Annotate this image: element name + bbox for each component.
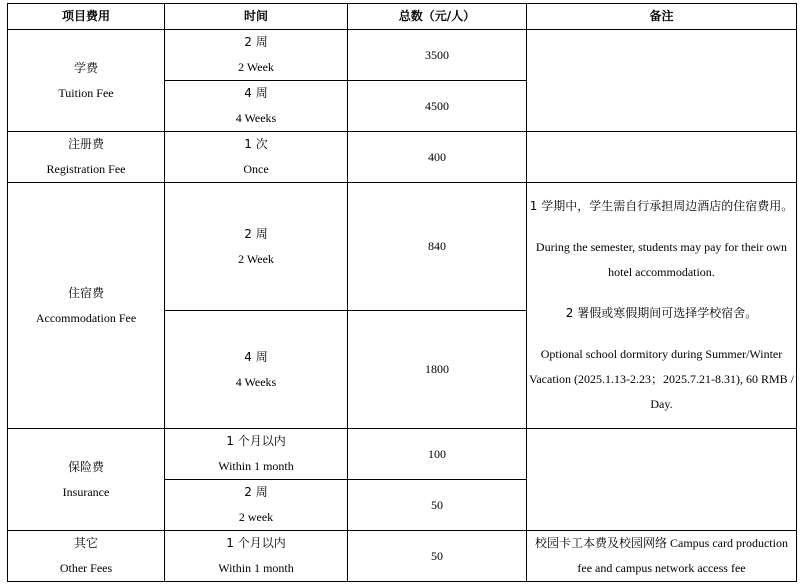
accommodation-note-2-en: Optional school dormitory during Summer/Winter Vacation (2025.1.13-2.23；2025.7.21-8.31), 60 RMB / Day.: [529, 347, 794, 411]
registration-duration-cn: 1 次: [244, 137, 268, 151]
tuition-duration-en: 2 Week: [238, 60, 274, 74]
insurance-total: 100: [348, 429, 527, 480]
accommodation-note-2-cn: 2 署假或寒假期间可选择学校宿舍。: [565, 306, 758, 320]
header-item: 项目费用: [8, 4, 165, 30]
accommodation-duration-en: 2 Week: [238, 251, 274, 266]
insurance-duration-en: 2 week: [238, 510, 274, 524]
insurance-duration-en: Within 1 month: [218, 459, 294, 473]
accommodation-name-cn: 住宿费: [67, 285, 104, 300]
insurance-duration-cn: 2 周: [244, 485, 268, 499]
insurance-duration-cell: [165, 429, 348, 480]
accommodation-note: [527, 183, 797, 429]
accommodation-name-cell: [8, 183, 165, 429]
insurance-duration-cn: 1 个月以内: [226, 434, 286, 448]
insurance-total: 50: [348, 480, 527, 531]
tuition-note: [527, 30, 797, 132]
registration-duration-en: Once: [243, 162, 269, 176]
header-notes: 备注: [527, 4, 797, 30]
tuition-duration-cn: 4 周: [244, 86, 268, 100]
accommodation-duration-cell: [165, 311, 348, 429]
tuition-name-cn: 学费: [73, 60, 98, 75]
other-name-cn: 其它: [73, 536, 98, 550]
accommodation-name-en: Accommodation Fee: [35, 310, 137, 325]
insurance-name-cn: 保险费: [67, 459, 104, 474]
tuition-duration-cell: [165, 81, 348, 132]
table-row: [8, 531, 797, 582]
accommodation-note-1-en: During the semester, students may pay for their own hotel accommodation.: [535, 240, 788, 279]
tuition-name-cell: [8, 30, 165, 132]
tuition-duration-en: 4 Weeks: [235, 111, 277, 125]
insurance-name-cell: [8, 429, 165, 531]
tuition-total: 4500: [348, 81, 527, 132]
other-name-en: Other Fees: [59, 561, 113, 575]
fee-table: [7, 3, 797, 582]
header-total: 总数（元/人）: [348, 4, 527, 30]
accommodation-total: 840: [348, 183, 527, 311]
tuition-duration-cell: [165, 30, 348, 81]
other-duration-cell: [165, 531, 348, 582]
accommodation-note-1-cn: 1 学期中，学生需自行承担周边酒店的住宿费用。: [529, 199, 794, 213]
tuition-total: 3500: [348, 30, 527, 81]
insurance-duration-cell: [165, 480, 348, 531]
table-row: [8, 30, 797, 81]
table-row: [8, 183, 797, 311]
accommodation-total: 1800: [348, 311, 527, 429]
other-note: 校园卡工本费及校园网络 Campus card production fee and campus network access fee: [527, 531, 797, 582]
registration-name-cn: 注册费: [67, 137, 104, 151]
tuition-duration-cn: 2 周: [244, 35, 268, 49]
table-row: [8, 132, 797, 183]
insurance-name-en: Insurance: [62, 484, 110, 499]
table-row: [8, 429, 797, 480]
other-total: 50: [348, 531, 527, 582]
other-name-cell: [8, 531, 165, 582]
accommodation-duration-cn: 4 周: [244, 349, 268, 364]
accommodation-duration-en: 4 Weeks: [235, 374, 277, 389]
registration-name-en: Registration Fee: [46, 162, 126, 176]
header-row: [8, 4, 797, 30]
other-duration-cn: 1 个月以内: [226, 536, 286, 550]
other-duration-en: Within 1 month: [218, 561, 294, 575]
registration-name-cell: [8, 132, 165, 183]
registration-note: [527, 132, 797, 183]
tuition-name-en: Tuition Fee: [58, 85, 114, 100]
accommodation-duration-cn: 2 周: [244, 226, 268, 241]
insurance-note: [527, 429, 797, 531]
accommodation-duration-cell: [165, 183, 348, 311]
header-time: 时间: [165, 4, 348, 30]
registration-total: 400: [348, 132, 527, 183]
registration-duration-cell: [165, 132, 348, 183]
